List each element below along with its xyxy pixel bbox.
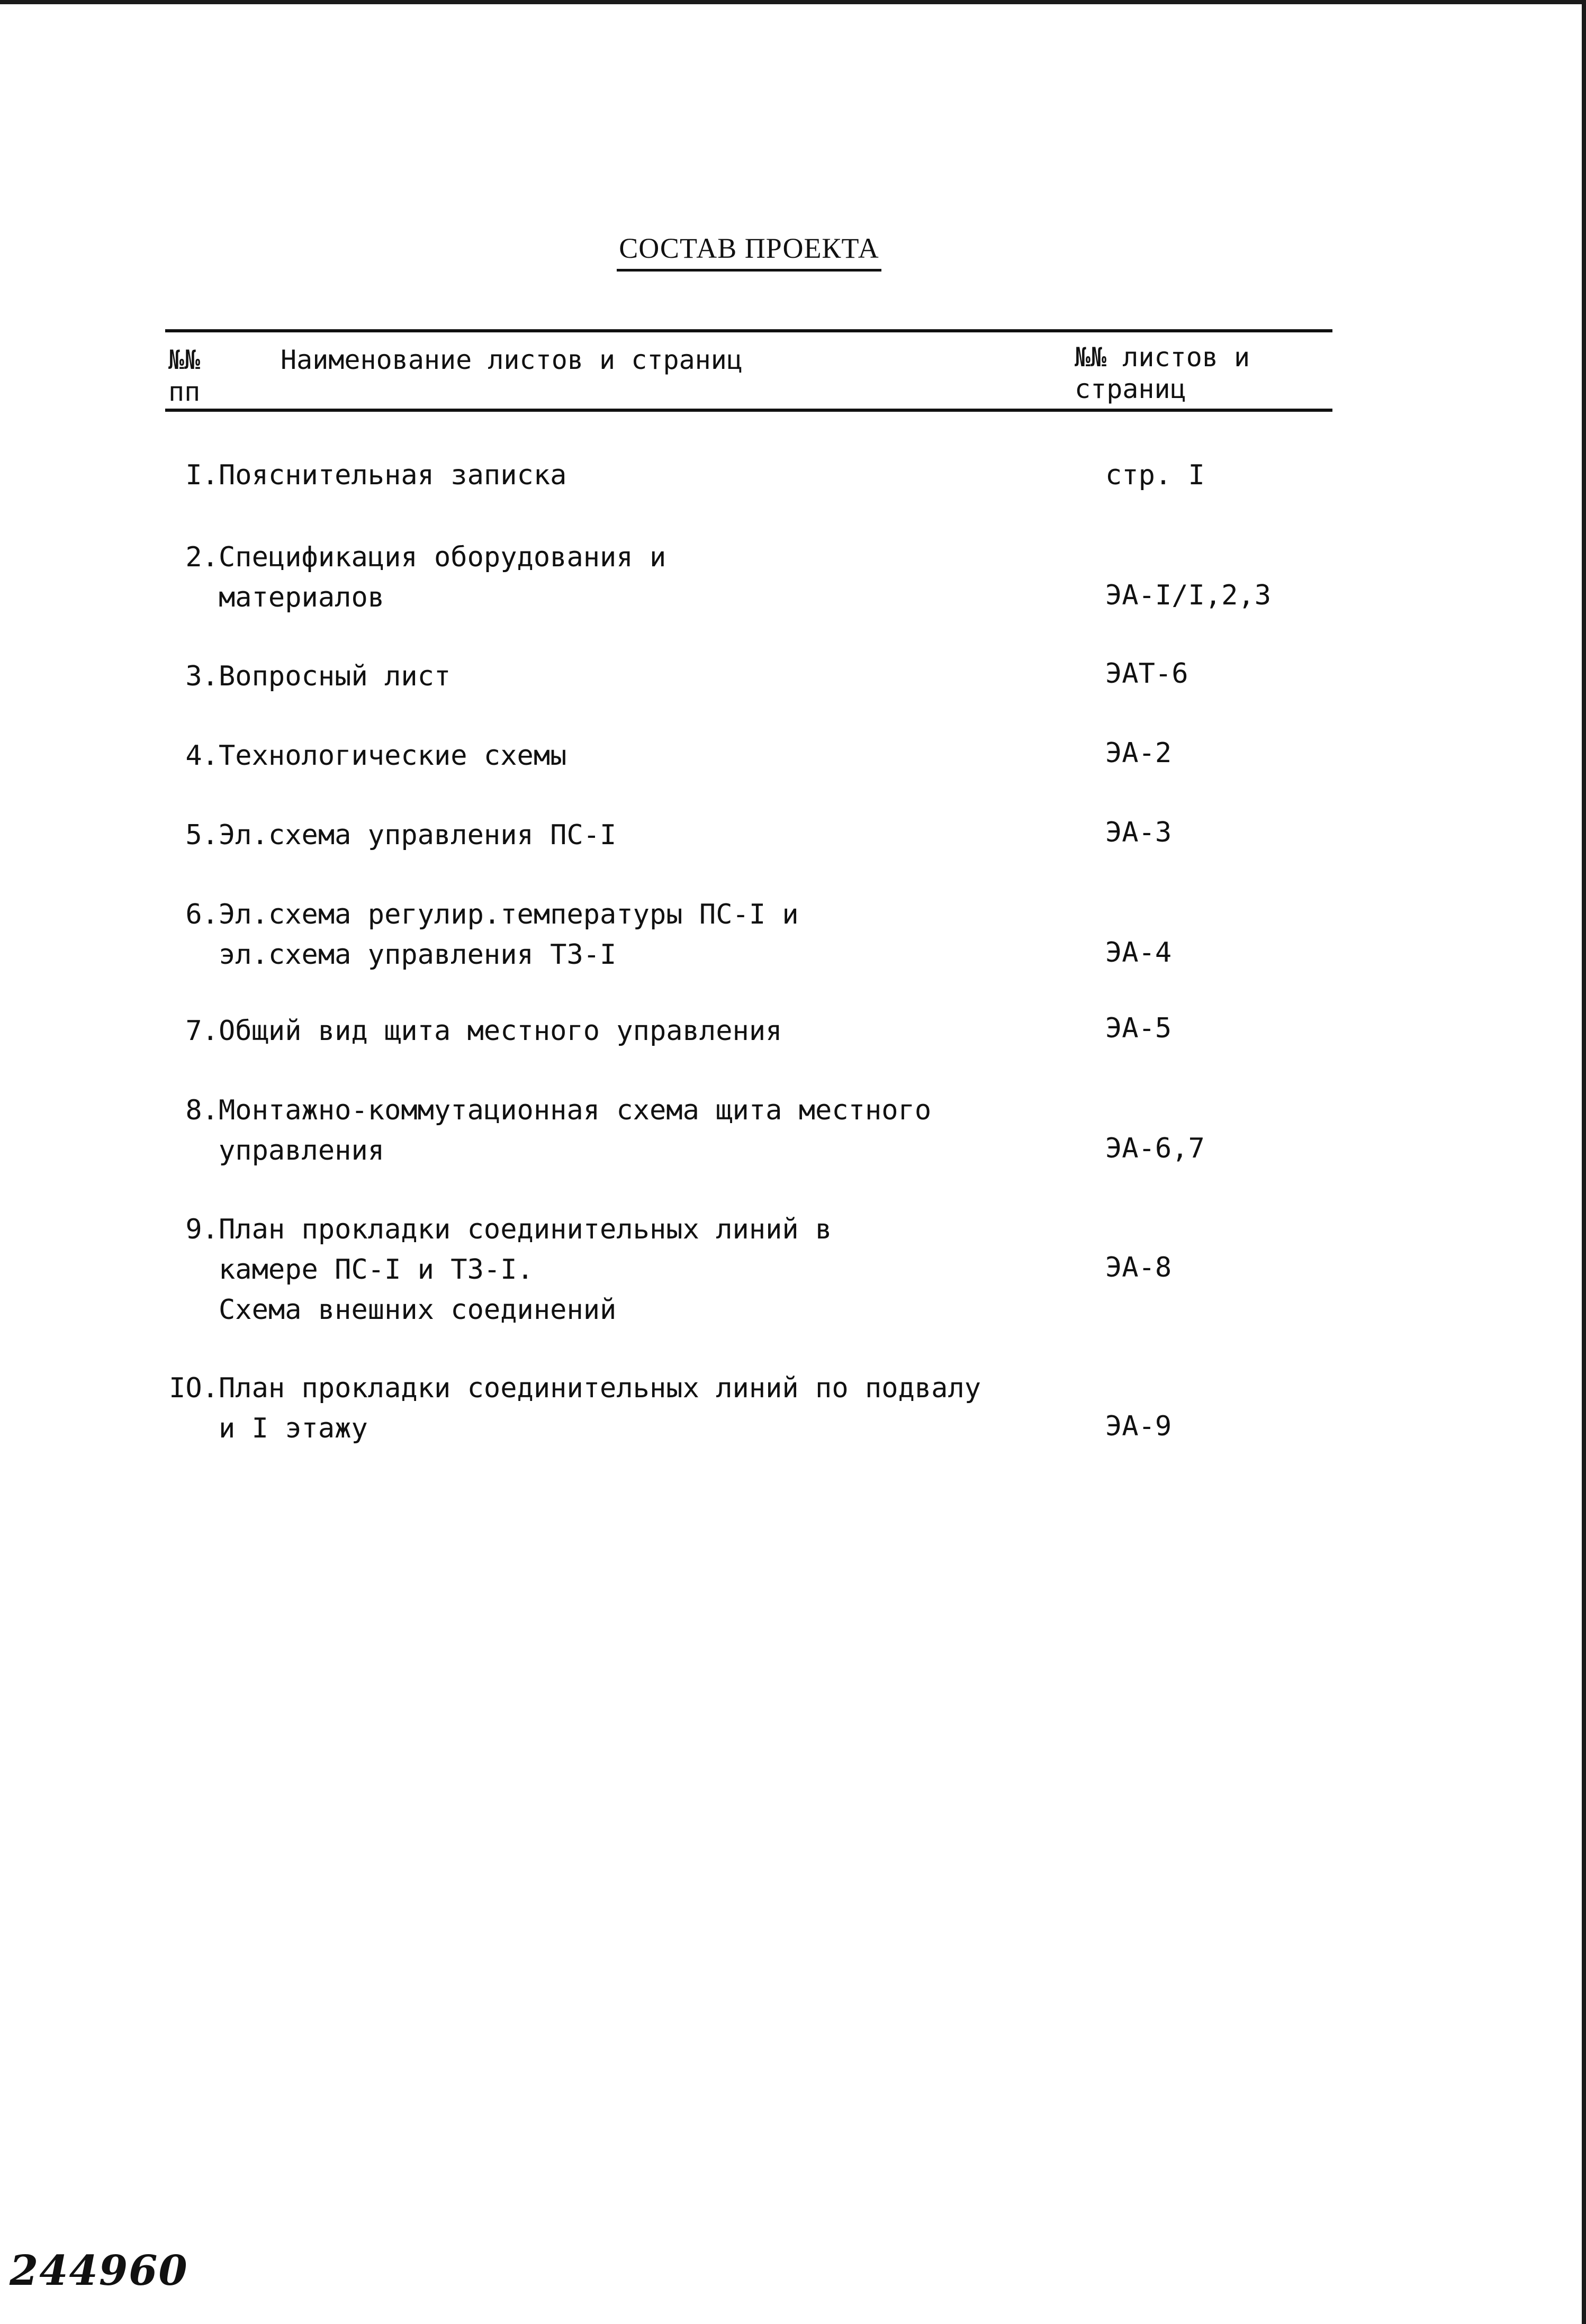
- item-number: 7.: [185, 1015, 219, 1047]
- item-number: IO.: [169, 1372, 219, 1404]
- item-title: План прокладки соединительных линий в камере ПС-I и ТЗ-I. Схема внешних соединений: [219, 1214, 832, 1326]
- item-title: План прокладки соединительных линий по подвалу и I этажу: [219, 1372, 981, 1444]
- item-sheet-ref: ЭА-5: [1105, 1012, 1172, 1044]
- item-title: Пояснительная записка: [219, 459, 567, 491]
- item-sheet-ref: ЭА-6,7: [1105, 1133, 1205, 1164]
- handwritten-inventory-number: 244960: [10, 2247, 188, 2295]
- item-title: Эл.схема управления ПС-I: [219, 819, 617, 851]
- title-underline: [617, 269, 881, 272]
- header-sheets-column: №№ листов и страниц: [1075, 342, 1250, 404]
- item-sheet-ref: ЭА-I/I,2,3: [1105, 580, 1272, 611]
- item-number: 9.: [185, 1214, 219, 1245]
- item-title: Спецификация оборудования и материалов: [219, 541, 666, 613]
- item-title: Эл.схема регулир.температуры ПС-I и эл.схема управления ТЗ-I: [219, 899, 799, 971]
- item-sheet-ref: стр. I: [1105, 459, 1205, 491]
- item-sheet-ref: ЭА-2: [1105, 737, 1172, 769]
- item-sheet-ref: ЭА-8: [1105, 1252, 1172, 1283]
- item-sheet-ref: ЭА-4: [1105, 937, 1172, 969]
- item-sheet-ref: ЭА-3: [1105, 817, 1172, 848]
- item-number: 5.: [185, 819, 219, 851]
- item-title: Общий вид щита местного управления: [219, 1015, 782, 1047]
- item-number: 8.: [185, 1095, 219, 1126]
- page-border-top: [0, 0, 1586, 4]
- table-header-rule: [165, 409, 1332, 412]
- item-number: 6.: [185, 899, 219, 930]
- document-title: СОСТАВ ПРОЕКТА: [619, 232, 879, 264]
- page-border-right: [1582, 0, 1586, 2324]
- header-name-column: Наименование листов и страниц: [281, 345, 743, 375]
- item-number: 4.: [185, 740, 219, 772]
- item-title: Технологические схемы: [219, 740, 567, 772]
- table-top-rule: [165, 329, 1332, 332]
- header-number-column: №№ пп: [168, 345, 201, 407]
- item-sheet-ref: ЭАТ-6: [1105, 658, 1188, 690]
- item-title: Вопросный лист: [219, 661, 451, 692]
- item-title: Монтажно-коммутационная схема щита местного управления: [219, 1095, 932, 1166]
- item-number: 3.: [185, 661, 219, 692]
- item-sheet-ref: ЭА-9: [1105, 1410, 1172, 1442]
- item-number: I.: [185, 459, 219, 491]
- item-number: 2.: [185, 541, 219, 573]
